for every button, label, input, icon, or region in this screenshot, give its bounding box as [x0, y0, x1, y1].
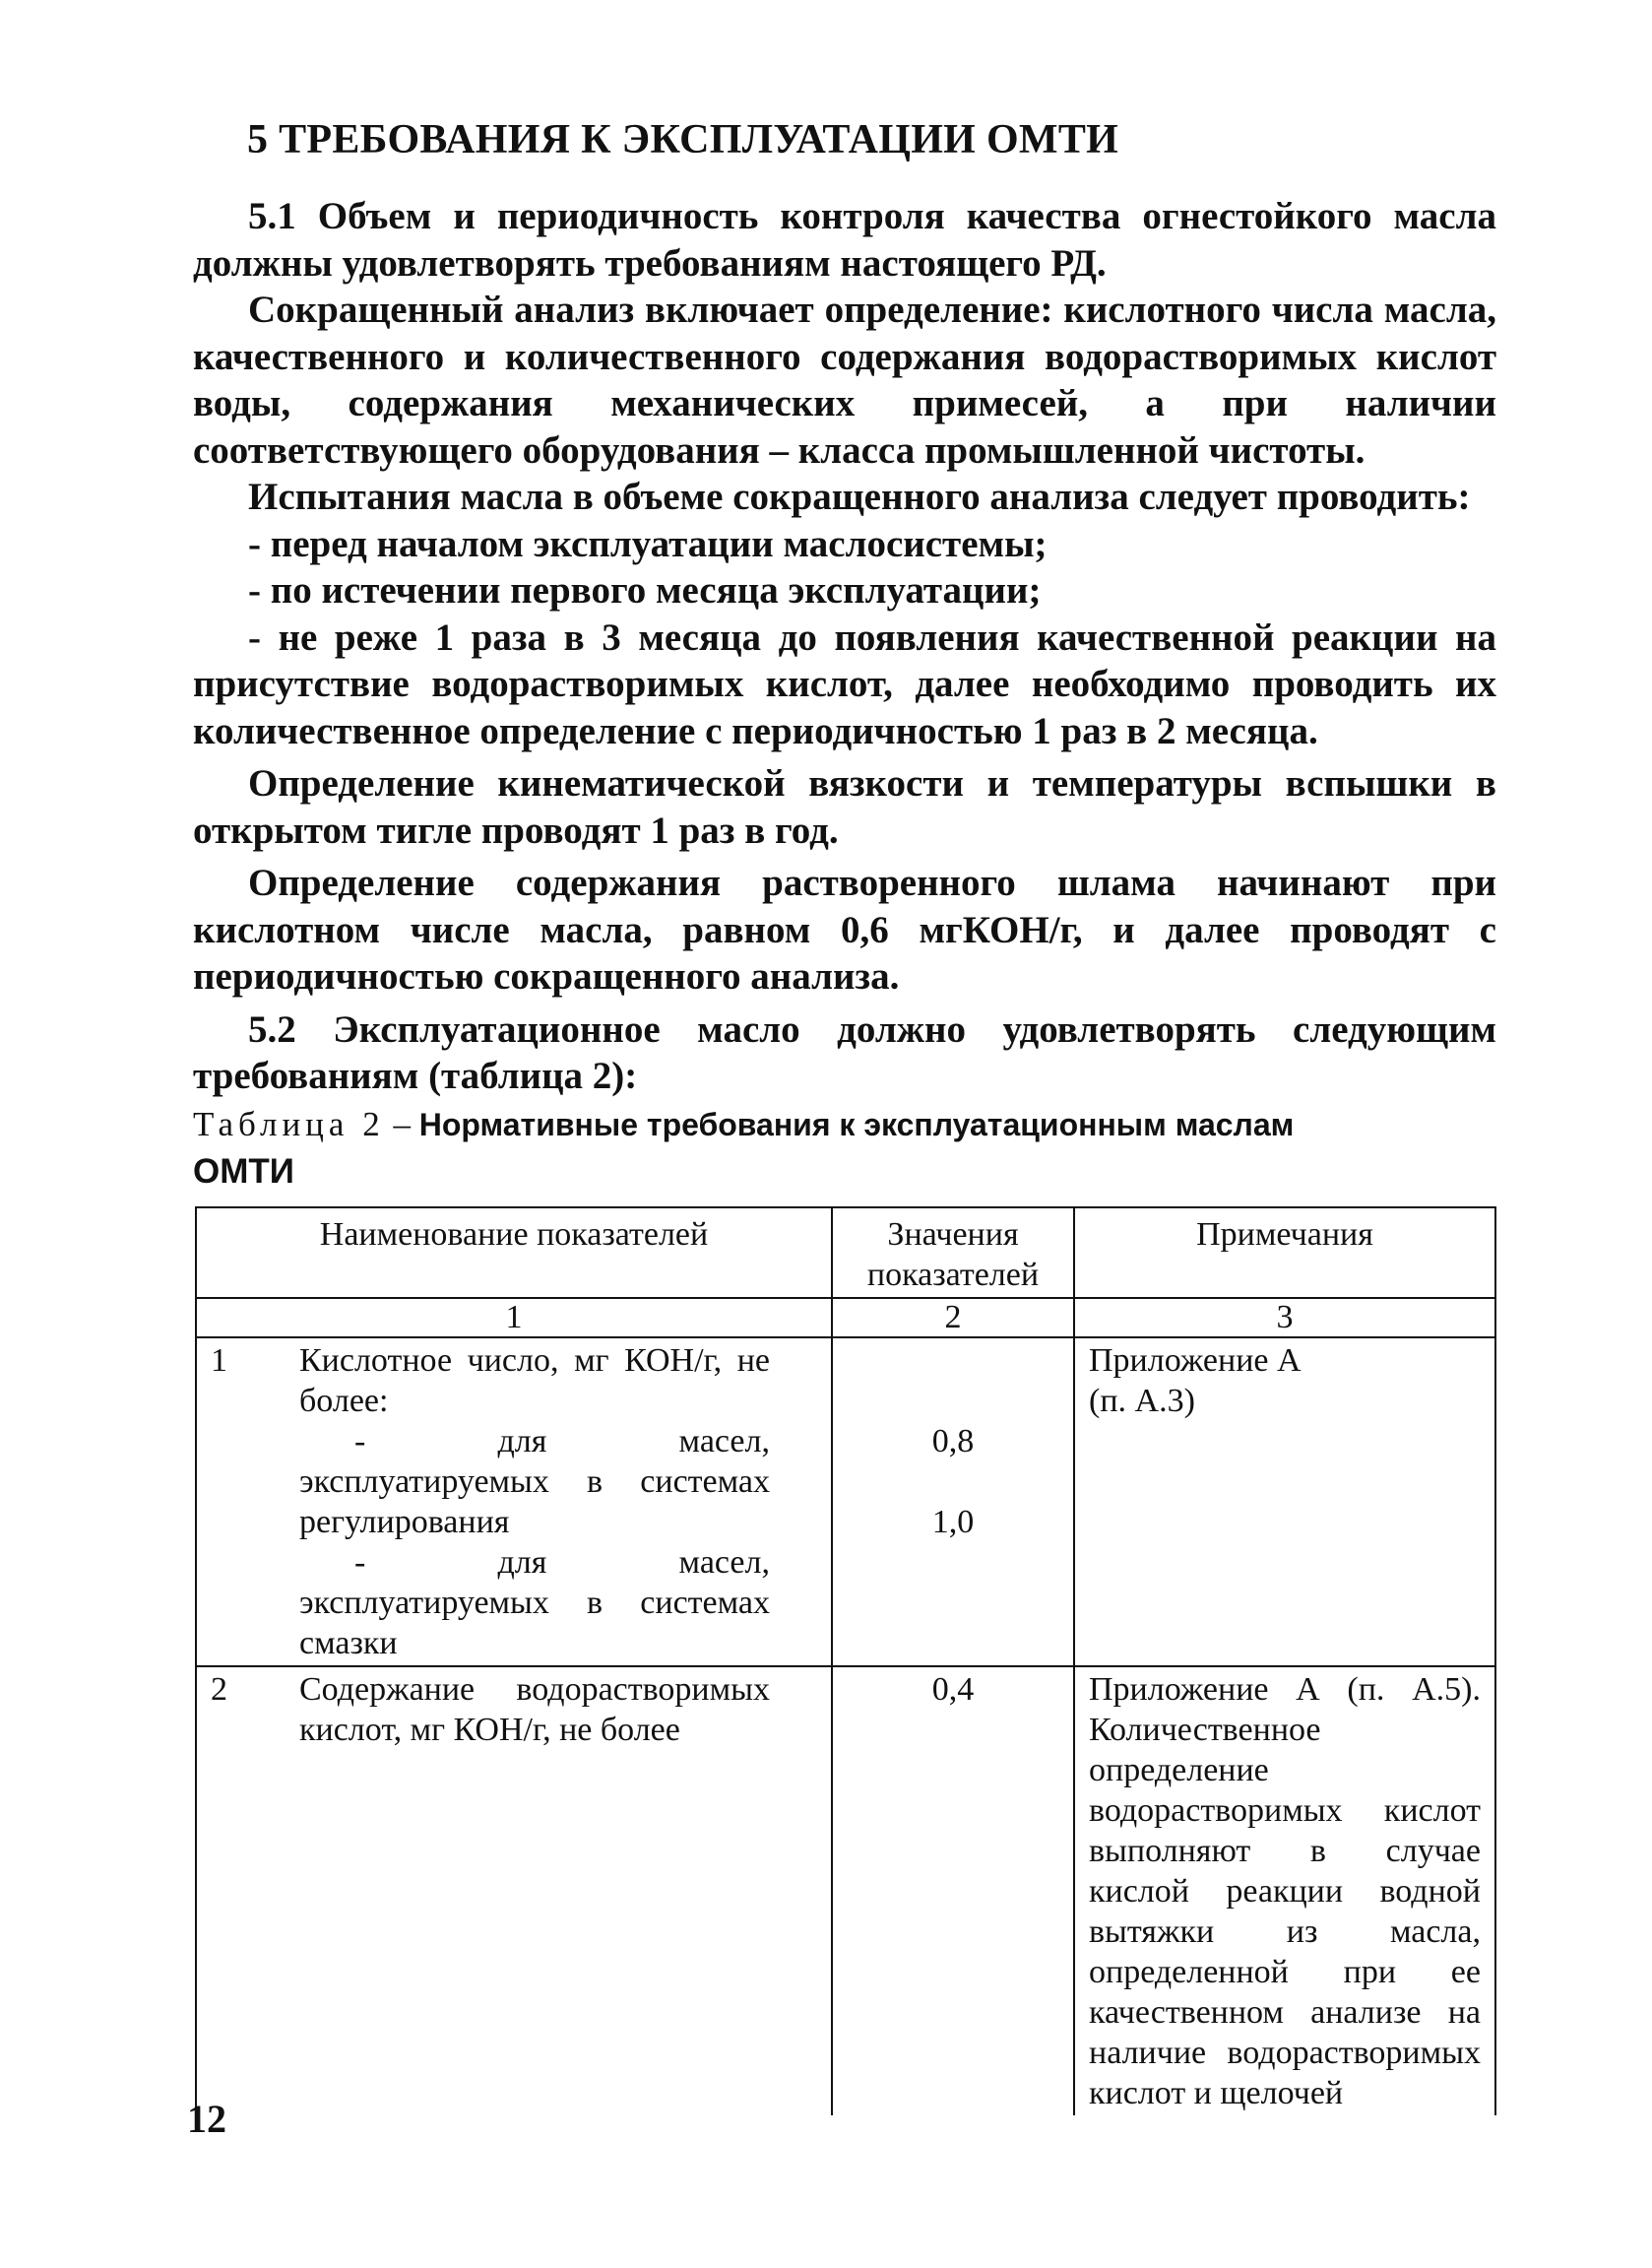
indicator-sub-item: - для масел, эксплуатируемых в системах регулирования	[299, 1423, 770, 1540]
indicator-text-block	[299, 1669, 770, 1750]
indicator-name: Кислотное число, мг КОН/г, не более:	[299, 1342, 770, 1419]
paragraph-tests-intro: Испытания масла в объеме сокращенного анализа следует проводить:	[248, 476, 1471, 518]
table-caption-label: Таблица 2	[193, 1105, 385, 1143]
table-caption-title-cont: ОМТИ	[193, 1152, 294, 1191]
paragraph-5-2: 5.2 Эксплуатационное масло должно удовлетворять следующим требованиям (таблица 2):	[193, 1007, 1496, 1097]
page-number: 12	[187, 2097, 226, 2141]
indicator-value: 0,4	[931, 1671, 975, 1708]
table-row	[196, 1337, 1495, 1666]
header-indicator-name: Наименование показателей	[196, 1207, 832, 1298]
paragraph-5-1	[193, 193, 1496, 287]
indicator-cell	[196, 1337, 832, 1666]
list-item: - по истечении первого месяца эксплуатации;	[248, 569, 1042, 612]
indicator-value: 1,0	[931, 1504, 975, 1540]
row-index: 1	[211, 1342, 227, 1379]
row-index: 2	[211, 1671, 227, 1708]
section-heading: 5 ТРЕБОВАНИЯ К ЭКСПЛУАТАЦИИ ОМТИ	[247, 117, 1119, 162]
header-indicator-value: Значения показателей	[832, 1207, 1074, 1298]
indicator-sub-item: - для масел, эксплуатируемых в системах смазки	[299, 1544, 770, 1661]
value-cell	[832, 1666, 1074, 2115]
note-text: Приложение А	[1089, 1342, 1302, 1379]
column-number: 2	[832, 1298, 1074, 1337]
column-number: 1	[196, 1298, 832, 1337]
note-cell	[1074, 1337, 1495, 1666]
table-caption	[193, 1101, 1496, 1195]
paragraph-sludge: Определение содержания растворенного шлама начинают при кислотном числе масла, равном 0,6 мгКОН/г, и далее проводят с периодичностью сокращенного анализа.	[193, 862, 1496, 998]
table-caption-title: Нормативные требования к эксплуатационным маслам	[418, 1107, 1295, 1142]
header-notes: Примечания	[1074, 1207, 1495, 1298]
column-number: 3	[1074, 1298, 1495, 1337]
table-row	[196, 1666, 1495, 2115]
note-text: Приложение А (п. А.5). Количественное определение водорастворимых кислот выполняют в случае кислой реакции водной вытяжки из масла, определенной при ее качественном анализе на наличие водорастворимых кислот и щелочей	[1089, 1671, 1481, 2111]
value-cell	[832, 1337, 1074, 1666]
indicator-name: Содержание водорастворимых кислот, мг КОН/г, не более	[299, 1671, 770, 1748]
list-item: - не реже 1 раза в 3 месяца до появления качественной реакции на присутствие водорастворимых кислот, далее необходимо проводить их количественное определение с периодичностью 1 раз в 2 месяца.	[193, 616, 1496, 752]
table-caption-dash: –	[384, 1105, 419, 1143]
note-cell	[1074, 1666, 1495, 2115]
section-body	[193, 193, 1496, 1100]
indicator-value: 0,8	[931, 1423, 975, 1459]
requirements-table	[195, 1206, 1496, 2115]
table-header-row	[196, 1207, 1495, 1298]
note-text: (п. А.3)	[1089, 1383, 1195, 1419]
table-column-numbers-row	[196, 1298, 1495, 1337]
paragraph-short-analysis: Сокращенный анализ включает определение: кислотного числа масла, качественного и количественного содержания водорастворимых кислот воды, содержания механических примесей, а при наличии соответствующего оборудования – класса промышленной чистоты.	[193, 289, 1496, 472]
indicator-text-block	[299, 1340, 770, 1663]
paragraph-5-1-text: и периодичность контроля качества огнестойкого масла должны удовлетворять требованиям настоящего РД.	[193, 195, 1496, 285]
paragraph-viscosity: Определение кинематической вязкости и температуры вспышки в открытом тигле проводят 1 раз в год.	[193, 762, 1496, 852]
clause-number: 5.1 Объем	[248, 195, 432, 237]
list-item: - перед началом эксплуатации маслосистемы;	[248, 522, 1048, 565]
indicator-cell	[196, 1666, 832, 2115]
